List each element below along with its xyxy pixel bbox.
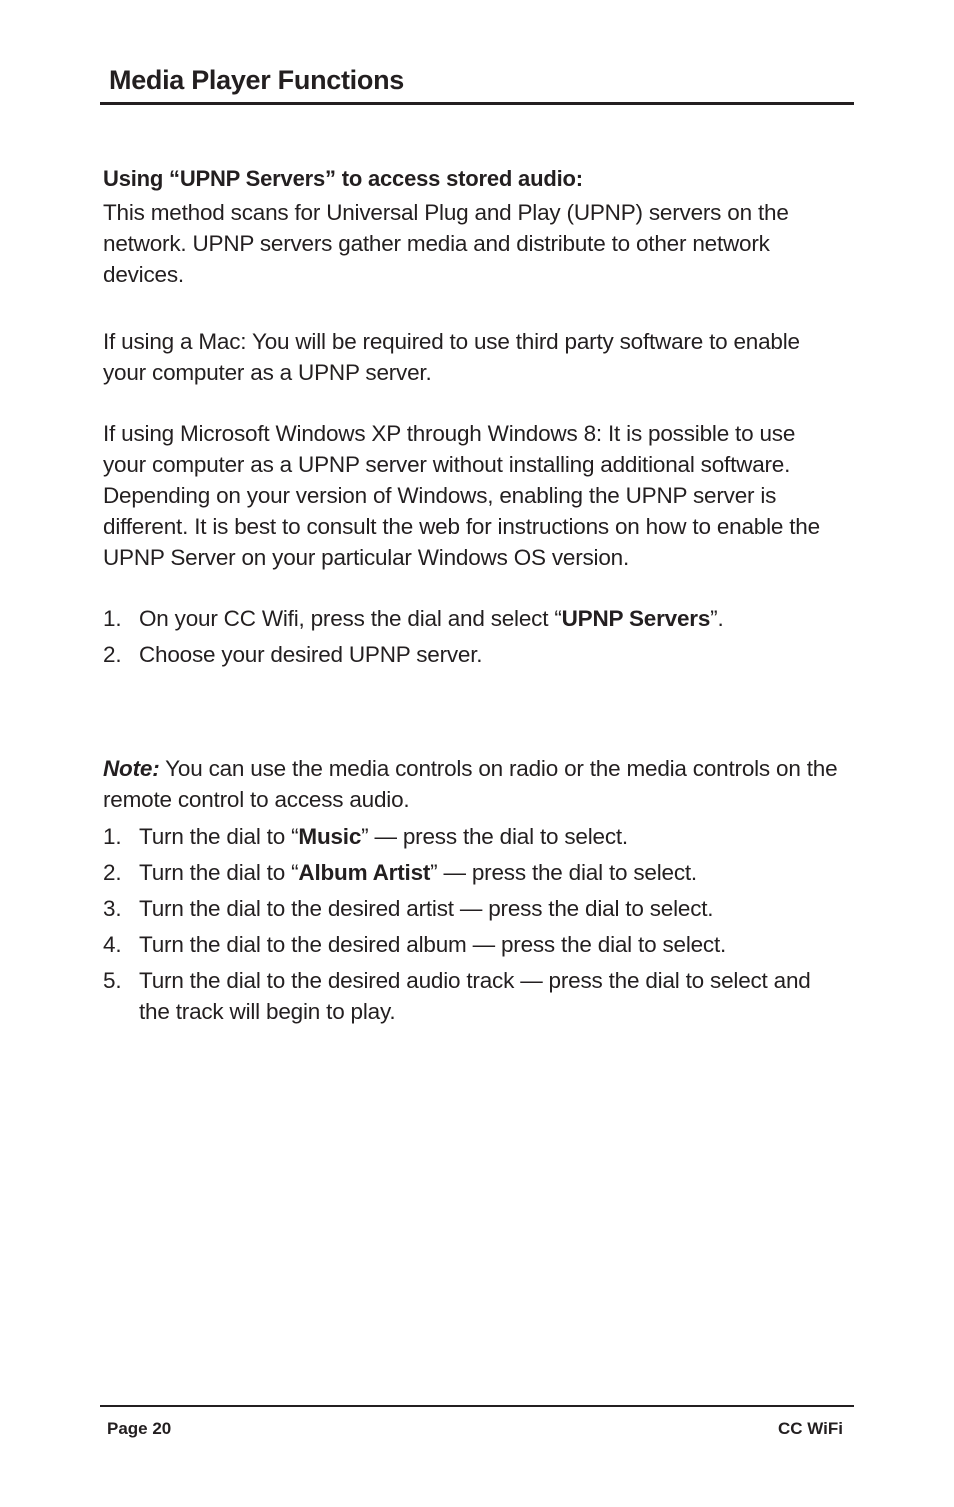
- step-bold-text: Album Artist: [298, 860, 431, 885]
- step-number: 1.: [103, 824, 122, 849]
- step-number: 5.: [103, 968, 122, 993]
- windows-paragraph: If using Microsoft Windows XP through Windows 8: It is possible to use your computer as a UPNP server without installing additional software. Depending on your version of Windows, enabling the UPNP server is different. It is best to consult the web for instructions on how to enable the UPNP Server on your particular Windows OS version.: [103, 421, 820, 570]
- step-number: 2.: [103, 642, 122, 667]
- note-steps-list: [103, 821, 843, 1027]
- step-text-end: ” — press the dial to select.: [361, 824, 628, 849]
- step-text: Turn the dial to “: [139, 860, 299, 885]
- step-text: On your CC Wifi, press the dial and select “: [139, 606, 562, 631]
- list-item: [103, 929, 843, 960]
- note-label: Note:: [103, 756, 160, 781]
- note-paragraph: [103, 753, 843, 815]
- page-footer: [100, 1405, 854, 1438]
- step-text: Turn the dial to the desired audio track — press the dial to select and the track will begin to play.: [139, 968, 811, 1024]
- mac-paragraph: If using a Mac: You will be required to use third party software to enable your computer as a UPNP server.: [103, 329, 800, 385]
- upnp-steps-list: [103, 603, 843, 670]
- step-text-end: ” — press the dial to select.: [430, 860, 697, 885]
- page-header: [100, 62, 854, 105]
- step-text: Choose your desired UPNP server.: [139, 642, 483, 667]
- step-text: Turn the dial to the desired artist — press the dial to select.: [139, 896, 714, 921]
- step-text: Turn the dial to “: [139, 824, 299, 849]
- list-item: [103, 603, 843, 634]
- step-number: 1.: [103, 606, 122, 631]
- list-item: [103, 821, 843, 852]
- note-text: You can use the media controls on radio or the media controls on the remote control to access audio.: [103, 756, 838, 812]
- list-item: [103, 639, 843, 670]
- page-number: Page 20: [107, 1419, 172, 1438]
- list-item: [103, 965, 843, 1027]
- page-title: Media Player Functions: [109, 65, 404, 95]
- list-item: [103, 893, 843, 924]
- step-text-end: ”.: [710, 606, 724, 631]
- main-content: [103, 163, 843, 1032]
- step-bold-text: Music: [298, 824, 362, 849]
- step-bold-text: UPNP Servers: [561, 606, 711, 631]
- product-name: CC WiFi: [777, 1419, 843, 1438]
- section-heading: Using “UPNP Servers” to access stored audio:: [103, 166, 583, 191]
- step-number: 2.: [103, 860, 122, 885]
- step-text: Turn the dial to the desired album — press the dial to select.: [139, 932, 727, 957]
- list-item: [103, 857, 843, 888]
- intro-paragraph: This method scans for Universal Plug and Play (UPNP) servers on the network. UPNP servers gather media and distribute to other network devices.: [103, 200, 789, 287]
- step-number: 3.: [103, 896, 122, 921]
- step-number: 4.: [103, 932, 122, 957]
